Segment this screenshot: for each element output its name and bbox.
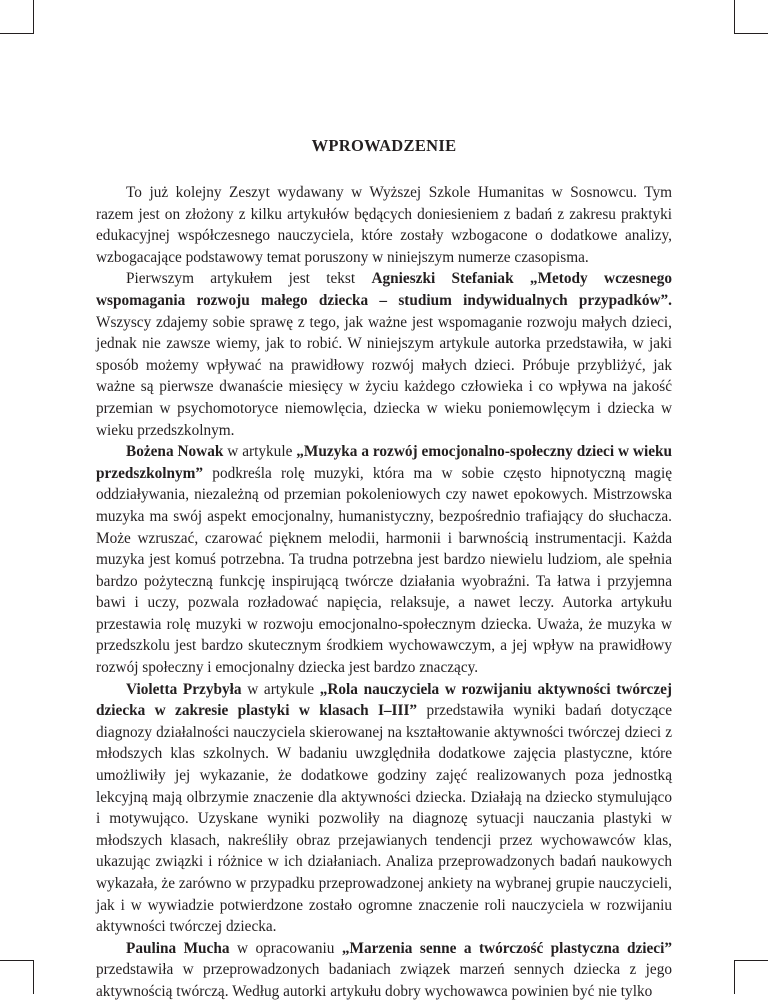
page-content [96,136,672,1003]
paragraph-text: w opracowaniu [229,939,342,957]
crop-mark-top-left-horizontal [0,33,34,34]
article-title: „Rola nauczyciela w rozwijaniu aktywności twórczej dziecka w zakresie plastyki w klasach I–III” [96,680,672,720]
page-title: WPROWADZENIE [311,136,457,155]
crop-mark-top-left-vertical [33,0,34,34]
crop-mark-bottom-right-horizontal [734,960,768,961]
paragraph-text: przedstawiła wyniki badań dotyczące diagnozy działalności nauczyciela skierowanej na kształtowanie aktywności twórczej dzieci z młodszych klas szkolnych. W badaniu uwzględniła dodatkowe zajęcia plastyczne, które umożliwiły jej wykazanie, że dodatkowe godziny zajęć realizowanych poza jednostką lekcyjną mają olbrzymie znaczenie dla aktywności dziecka. Działają na dziecko stymulująco i motywująco. Uzyskane wyniki pozwoliły na diagnozę sytuacji nauczania plastyki w młodszych klasach, nakreśliły obraz przejawianych tendencji przez wychowawców klas, ukazując związki i różnice w ich działaniach. Analiza przeprowadzonych badań naukowych wykazała, że zarówno w przypadku przeprowadzonej ankiety na wybranej grupie nauczycieli, jak i w wywiadzie potwierdzone zostało ogromne znaczenie roli nauczyciela w rozwijaniu aktywności twórczej dziecka. [96,702,672,936]
article-title: „Marzenia senne a twórczość plastyczna dzieci” [341,939,672,957]
crop-mark-top-right-vertical [734,0,735,34]
article-author-title: Agnieszki Stefaniak „Metody wczesnego wspomagania rozwoju małego dziecka – studium indywidualnych przypadków”. [96,270,672,309]
article-title: „Muzyka a rozwój emocjonalno-społeczny dzieci w wieku przedszkolnym” [96,443,673,482]
paragraph-text: Wszyscy zdajemy sobie sprawę z tego, jak ważne jest wspomaganie rozwoju małych dzieci, jednak nie zawsze wiemy, jak to robić. W niniejszym artykule autorka przedstawiła, w jaki sposób możemy wpływać na prawidłowy rozwój małych dzieci. Próbuje przybliżyć, jak ważne są pierwsze dwanaście miesięcy w życiu każdego człowieka i co wpływa na jakość przemian w psychomotoryce niemowlęcia, dziecka w wieku poniemowlęcym i dziecka w wieku przedszkolnym. [96,313,672,439]
crop-mark-top-right-horizontal [734,33,768,34]
paragraph-stefaniak [96,268,672,441]
article-author: Paulina Mucha [126,939,230,957]
paragraph-text: To już kolejny Zeszyt wydawany w Wyższej Szkole Humanitas w Sosnowcu. Tym razem jest on złożony z kilku artykułów będących doniesieniem z badań z zakresu praktyki edukacyjnej współczesnego nauczyciela, które zostały wzbogacone o dodatkowe analizy, wzbogacające podstawowy temat poruszony w niniejszym numerze czasopisma. [96,184,672,266]
crop-mark-bottom-right-vertical [734,960,735,994]
article-author: Violetta Przybyła [126,680,242,698]
crop-mark-bottom-left-horizontal [0,960,34,961]
article-author: Bożena Nowak [126,443,224,461]
paragraph-nowak [96,441,672,679]
paragraph-text: w artykule [223,443,297,461]
paragraph-intro [96,182,672,268]
paragraph-text: Pierwszym artykułem jest tekst [126,270,372,288]
paragraph-przybyla [96,679,672,938]
crop-mark-bottom-left-vertical [33,960,34,994]
paragraph-text: podkreśla rolę muzyki, która ma w sobie często hipnotyczną magię oddziaływania, niezależną od przemian pokoleniowych czy nawet epokowych. Mistrzowska muzyka ma swój aspekt emocjonalny, humanistyczny, bezpośrednio trafiający do słuchacza. Może wzruszać, czarować pięknem melodii, harmonii i barwnością instrumentacji. Każda muzyka jest komuś potrzebna. Ta trudna potrzebna jest bardzo niewielu ludziom, ale spełnia bardzo pożyteczną funkcję inspirującą twórcze działania wyobraźni. Ta łatwa i przyjemna bawi i uczy, pozwala rozładować napięcia, relaksuje, a nawet leczy. Autorka artykułu przestawia rolę muzyki w rozwoju emocjonalno-społecznym dziecka. Uważa, że muzyka w przedszkolu jest bardzo skutecznym środkiem wychowawczym, a jej wpływ na prawidłowy rozwój społeczny i emocjonalny dziecka jest bardzo znaczący. [96,464,672,677]
paragraph-mucha [96,938,672,1003]
paragraph-text: w artykule [241,680,320,698]
paragraph-text: przedstawiła w przeprowadzonych badaniach związek marzeń sennych dziecka z jego aktywnością twórczą. Według autorki artykułu dobry wychowawca powinien być nie tylko [96,961,672,1000]
